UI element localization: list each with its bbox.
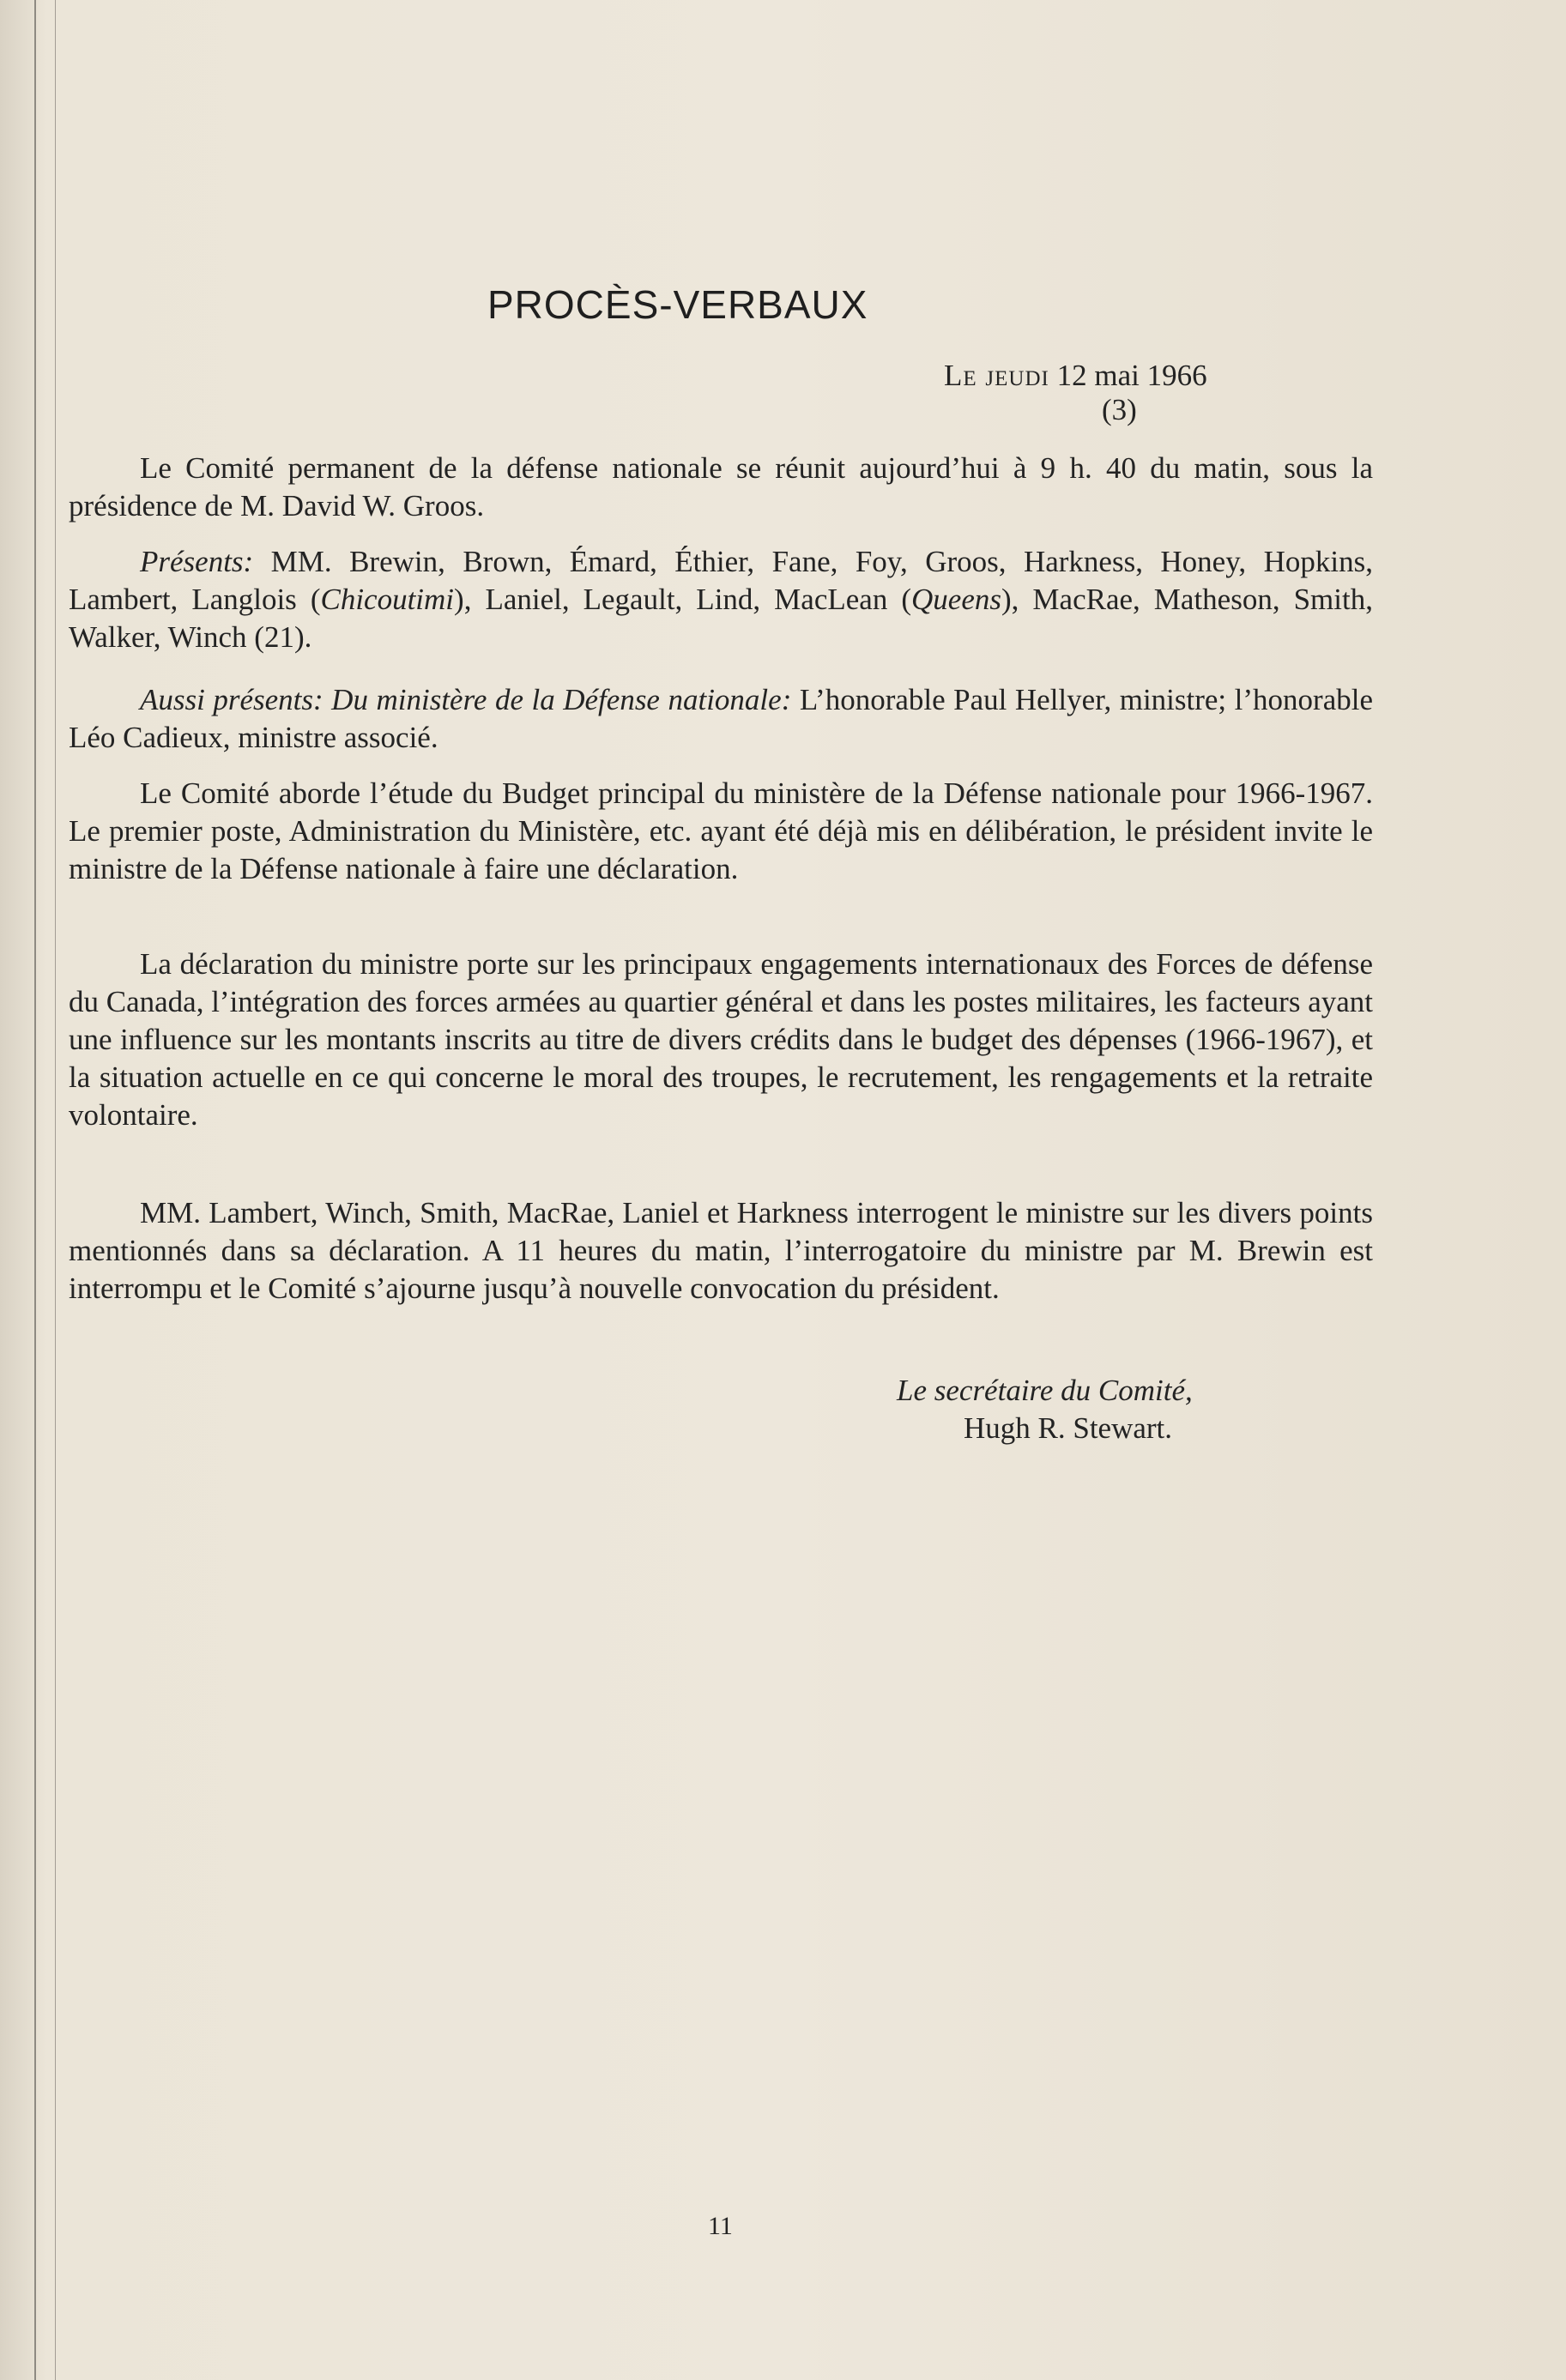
binding-line <box>34 0 36 2380</box>
riding-chicoutimi: Chicoutimi <box>320 583 455 616</box>
signature-title: Le secrétaire du Comité, <box>897 1374 1193 1407</box>
riding-queens: Queens <box>911 583 1001 616</box>
signature-name: Hugh R. Stewart. <box>964 1411 1173 1445</box>
date-day: Le jeudi <box>944 359 1049 392</box>
page-title: PROCÈS-VERBAUX <box>487 282 868 327</box>
date-rest: 12 mai 1966 <box>1056 359 1207 392</box>
paragraph-budget: Le Comité aborde l’étude du Budget principal du ministère de la Défense nationale pour 1966-1967. Le premier poste, Administration du Ministère, etc. ayant été déjà mis en délibération, le président invite le ministre de la Défense nationale à faire une déclaration. <box>69 776 1373 885</box>
paragraph-declaration: La déclaration du ministre porte sur les principaux engagements internationaux des Forces de défense du Canada, l’intégration des forces armées au quartier général et dans les postes militaires, les facteurs ayant une influence sur les montants inscrits au titre de divers crédits dans le budget des dépenses (1966-1967), et la situation actuelle en ce qui concerne le moral des troupes, le recrutement, les rengagements et la retraite volontaire. <box>69 947 1373 1132</box>
paragraph-opening: Le Comité permanent de la défense nationale se réunit aujourd’hui à 9 h. 40 du matin, sous la présidence de M. David W. Groos. <box>69 451 1373 523</box>
members-list-c: ), MacRae, Matheson, Smith, Walker, Winch (21). <box>69 583 1373 654</box>
meeting-date <box>944 359 1207 393</box>
paragraph-members-present <box>69 543 1373 656</box>
binding-line <box>55 0 56 2380</box>
paragraph-questions: MM. Lambert, Winch, Smith, MacRae, Laniel et Harkness interrogent le ministre sur les divers points mentionnés dans sa déclaration. A 11 heures du matin, l’interrogatoire du ministre par M. Brewin est interrompu et le Comité s’ajourne jusqu’à nouvelle convocation du président. <box>69 1196 1373 1305</box>
present-label: Présents: <box>140 545 254 578</box>
paragraph-also-present <box>69 681 1373 757</box>
members-list-a: MM. Brewin, Brown, Émard, Éthier, Fane, Foy, Groos, Harkness, Honey, Hopkins, Lambert, Langlois ( <box>69 545 1373 616</box>
meeting-number: (3) <box>1102 393 1137 426</box>
page-number: 11 <box>708 2212 733 2240</box>
also-present-text: L’honorable Paul Hellyer, ministre; l’honorable Léo Cadieux, ministre associé. <box>69 683 1373 754</box>
also-present-label: Aussi présents: Du ministère de la Défense nationale: <box>140 683 792 716</box>
members-list-b: ), Laniel, Legault, Lind, MacLean ( <box>454 583 912 616</box>
